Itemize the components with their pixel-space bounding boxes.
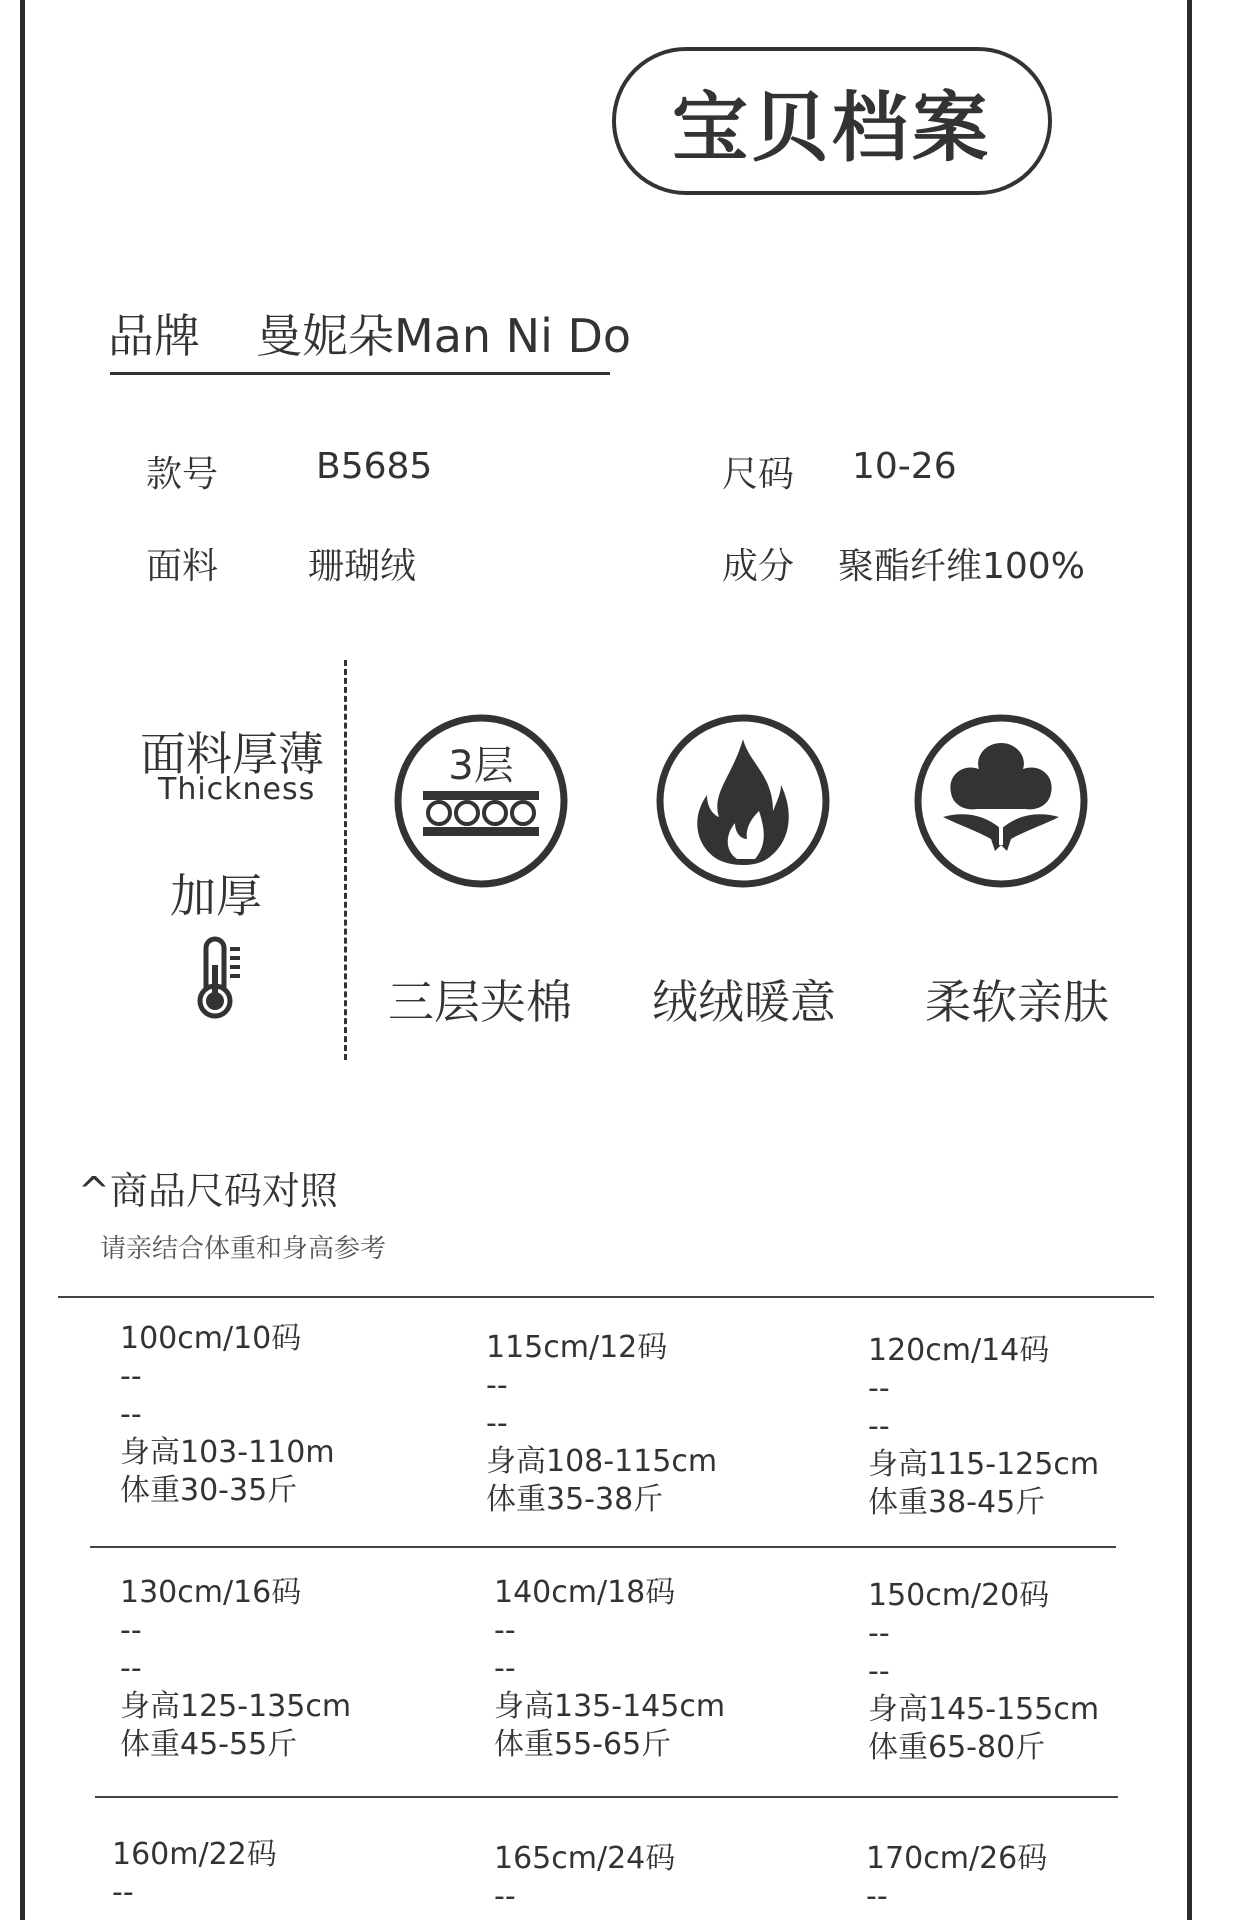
- size-cell-dash: --: [868, 1654, 890, 1689]
- size-cell-dash: --: [494, 1613, 516, 1648]
- composition-label: 成分: [722, 546, 795, 587]
- frame-left-border: [20, 0, 25, 1920]
- thickness-title: 面料厚薄: [140, 727, 324, 781]
- brand-label: 品牌: [108, 309, 200, 363]
- size-cell-height: 身高135-145cm: [494, 1689, 726, 1724]
- size-cell-size: 150cm/20码: [868, 1578, 1050, 1613]
- size-cell-dash: --: [120, 1359, 142, 1394]
- size-cell: [494, 1840, 675, 1916]
- size-cell: [112, 1836, 277, 1912]
- size-label: 尺码: [722, 454, 795, 495]
- flame-icon: [655, 713, 831, 889]
- fabric-label: 面料: [146, 546, 219, 587]
- size-cell-size: 165cm/24码: [494, 1841, 676, 1876]
- size-cell-dash: --: [486, 1406, 508, 1441]
- cotton-icon: [913, 713, 1089, 889]
- size-cell-size: 100cm/10码: [120, 1321, 302, 1356]
- size-cell-dash: --: [494, 1651, 516, 1686]
- brand-underline: [110, 372, 610, 375]
- size-cell: [868, 1577, 1099, 1767]
- size-cell-dash: --: [866, 1879, 888, 1914]
- thermometer-icon: [192, 935, 252, 1020]
- size-chart-title: ^商品尺码对照: [78, 1169, 338, 1213]
- feature-label-warmth: 绒绒暖意: [652, 975, 836, 1029]
- size-chart-subtitle: 请亲结合体重和身高参考: [100, 1234, 387, 1264]
- size-cell-weight: 体重35-38斤: [486, 1482, 664, 1517]
- page-title: 宝贝档案: [672, 82, 992, 172]
- size-cell-height: 身高145-155cm: [868, 1692, 1100, 1727]
- size-cell: [120, 1320, 335, 1510]
- size-cell-weight: 体重55-65斤: [494, 1727, 672, 1762]
- layers-icon: [393, 713, 569, 889]
- size-cell-height: 身高125-135cm: [120, 1689, 352, 1724]
- size-cell-height: 身高115-125cm: [868, 1447, 1100, 1482]
- size-cell: [866, 1840, 1047, 1916]
- size-cell-height: 身高108-115cm: [486, 1444, 718, 1479]
- size-cell-weight: 体重38-45斤: [868, 1485, 1046, 1520]
- size-chart-top-rule: [58, 1296, 1154, 1298]
- thickness-value: 加厚: [170, 869, 262, 923]
- size-cell-size: 170cm/26码: [866, 1841, 1048, 1876]
- size-cell-dash: --: [486, 1368, 508, 1403]
- size-cell-weight: 体重45-55斤: [120, 1727, 298, 1762]
- size-cell-size: 120cm/14码: [868, 1333, 1050, 1368]
- size-cell-size: 160m/22码: [112, 1837, 277, 1872]
- size-chart-row-divider: [90, 1546, 1116, 1548]
- feature-label-layers: 三层夹棉: [388, 975, 572, 1029]
- size-cell-dash: --: [494, 1879, 516, 1914]
- brand-row: [108, 300, 631, 366]
- size-cell-weight: 体重30-35斤: [120, 1473, 298, 1508]
- style-value: B5685: [316, 446, 433, 487]
- size-cell-dash: --: [868, 1409, 890, 1444]
- size-cell-dash: --: [112, 1875, 134, 1910]
- size-cell-dash: --: [120, 1613, 142, 1648]
- feature-divider: [344, 660, 347, 1060]
- size-cell-dash: --: [120, 1651, 142, 1686]
- frame-right-border: [1187, 0, 1192, 1920]
- size-cell: [486, 1329, 717, 1519]
- layers-badge-text: 3层: [448, 743, 514, 789]
- fabric-value: 珊瑚绒: [308, 546, 417, 587]
- size-cell: [494, 1574, 725, 1764]
- size-value: 10-26: [852, 446, 957, 487]
- size-cell: [868, 1332, 1099, 1522]
- size-cell: [120, 1574, 351, 1764]
- size-cell-weight: 体重65-80斤: [868, 1730, 1046, 1765]
- size-cell-dash: --: [868, 1616, 890, 1651]
- size-chart-row-divider: [95, 1796, 1118, 1798]
- size-cell-dash: --: [868, 1371, 890, 1406]
- feature-label-soft: 柔软亲肤: [925, 975, 1109, 1029]
- size-cell-height: 身高103-110m: [120, 1435, 335, 1470]
- size-cell-size: 115cm/12码: [486, 1330, 668, 1365]
- page-title-badge: [612, 47, 1052, 195]
- thickness-subtitle: Thickness: [158, 772, 316, 807]
- size-cell-dash: --: [120, 1397, 142, 1432]
- size-cell-size: 140cm/18码: [494, 1575, 676, 1610]
- size-cell-size: 130cm/16码: [120, 1575, 302, 1610]
- style-label: 款号: [146, 454, 219, 495]
- composition-value: 聚酯纤维100%: [838, 546, 1085, 587]
- brand-value: 曼妮朵Man Ni Do: [256, 309, 632, 363]
